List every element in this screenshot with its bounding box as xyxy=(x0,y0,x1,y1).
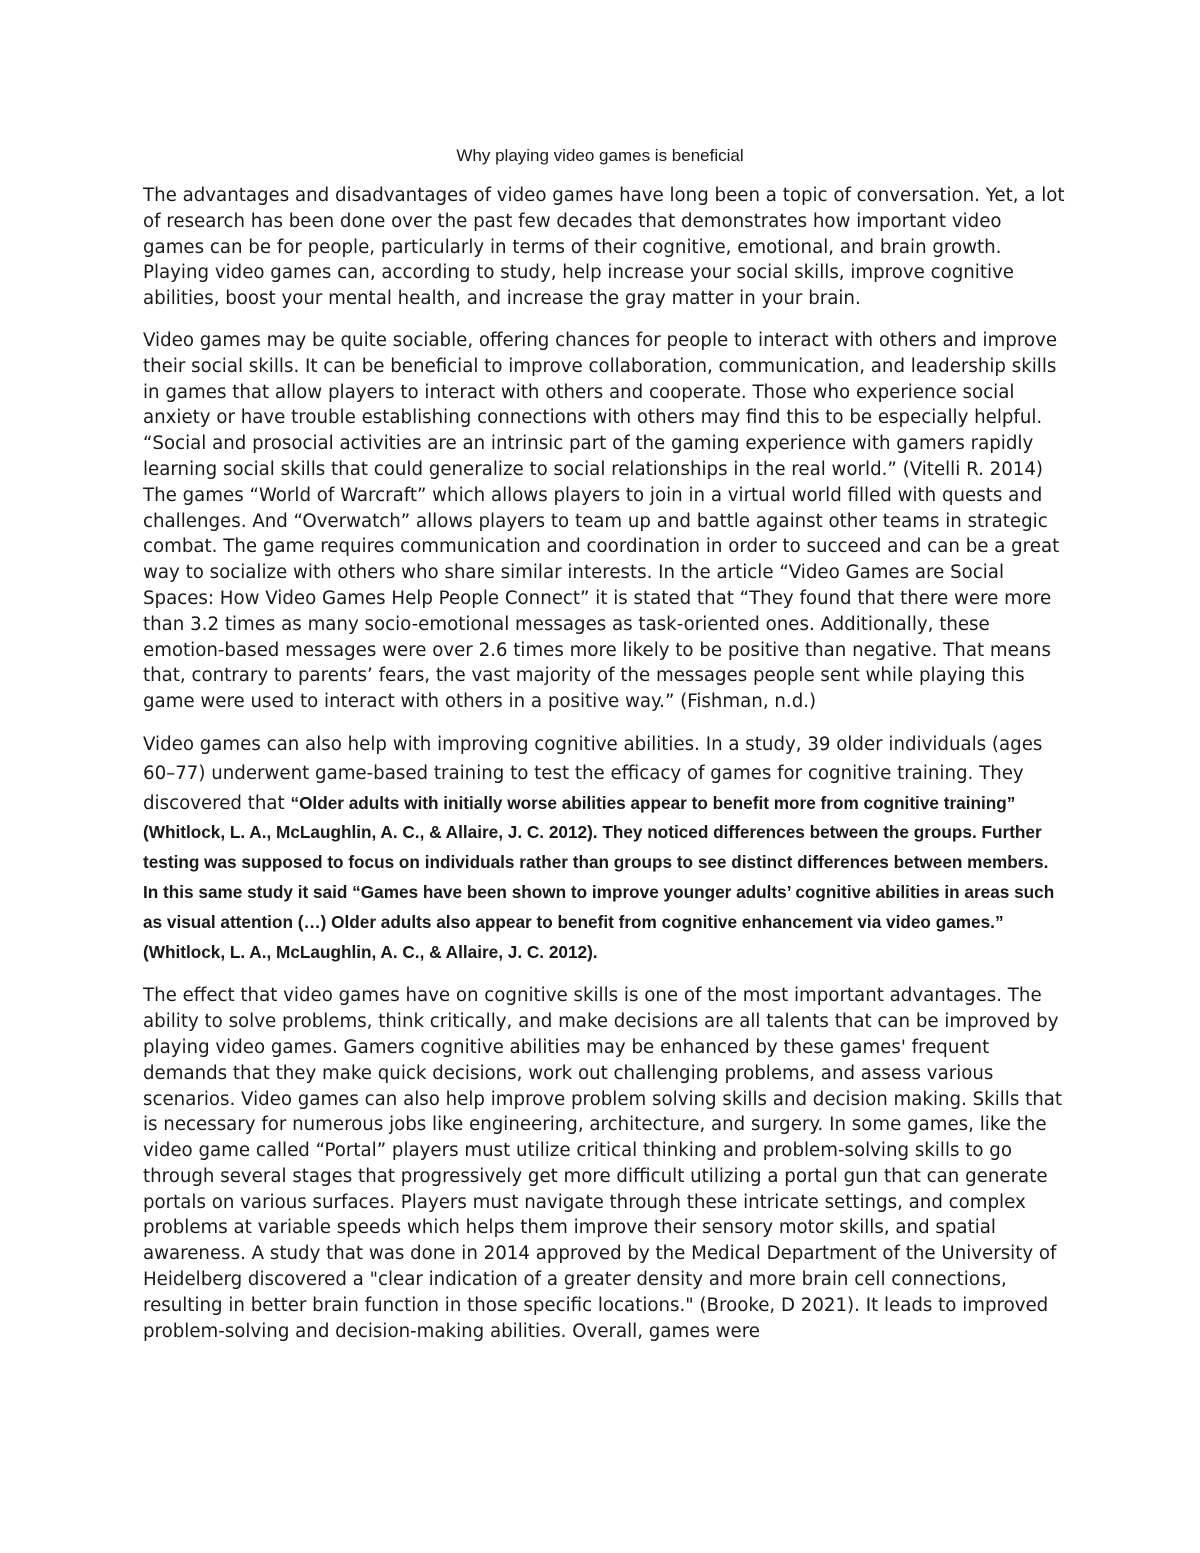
document-title: Why playing video games is beneficial xyxy=(456,146,744,165)
paragraph-cognitive-skills: The effect that video games have on cognitive skills is one of the most important advantages. The ability to solve problems, think critically, and make decisions are all talents that can be improved by playing video games. Gamers cognitive abilities may be enhanced by these games' frequent demands that they make quick decisions, work out challenging problems, and assess various scenarios. Video games can also help improve problem solving skills and decision making. Skills that is necessary for numerous jobs like engineering, architecture, and surgery. In some games, like the video game called “Portal” players must utilize critical thinking and problem-solving skills to go through several stages that progressively get more difficult utilizing a portal gun that can generate portals on various surfaces. Players must navigate through these intricate settings, and complex problems at variable speeds which helps them improve their sensory motor skills, and spatial awareness. A study that was done in 2014 approved by the Medical Department of the University of Heidelberg discovered a "clear indication of a greater density and more brain cell connections, resulting in better brain function in those specific locations." (Brooke, D 2021). It leads to improved problem-solving and decision-making abilities. Overall, games were xyxy=(143,985,1063,1342)
paragraph-cognitive-quote: “Older adults with initially worse abilities appear to benefit more from cognitive training” (Whitlock, L. A., McLaughlin, A. C., & Allaire, J. C. 2012). They noticed differences between the groups. Further testing was supposed to focus on individuals rather than groups to see distinct differences between members. In this same study it said “Games have been shown to improve younger adults’ cognitive abilities in areas such as visual attention (…) Older adults also appear to benefit from cognitive enhancement via video games.” (Whitlock, L. A., McLaughlin, A. C., & Allaire, J. C. 2012). xyxy=(143,792,1055,962)
paragraph-cognitive-lead: Video games can also help with improving cognitive abilities. In a study, 39 older individuals (ages 60–77) underwent game-based training to test the efficacy of games for cognitive training. They discovered that xyxy=(143,733,1043,814)
document-body xyxy=(143,183,1065,1360)
paragraph-intro: The advantages and disadvantages of video games have long been a topic of conversation. Yet, a lot of research has been done over the past few decades that demonstrates how important video games can be for people, particularly in terms of their cognitive, emotional, and brain growth. Playing video games can, according to study, help increase your social skills, improve cognitive abilities, boost your mental health, and increase the gray matter in your brain. xyxy=(143,185,1065,310)
paragraph-cognitive-abilities xyxy=(143,731,1065,967)
paragraph-social-skills: Video games may be quite sociable, offering chances for people to interact with others and improve their social skills. It can be beneficial to improve collaboration, communication, and leadership skills in games that allow players to interact with others and cooperate. Those who experience social anxiety or have trouble establishing connections with others may find this to be especially helpful. “Social and prosocial activities are an intrinsic part of the gaming experience with gamers rapidly learning social skills that could generalize to social relationships in the real world.” (Vitelli R. 2014) The games “World of Warcraft” which allows players to join in a virtual world filled with quests and challenges. And “Overwatch” allows players to team up and battle against other teams in strategic combat. The game requires communication and coordination in order to succeed and can be a great way to socialize with others who share similar interests. In the article “Video Games are Social Spaces: How Video Games Help People Connect” it is stated that “They found that there were more than 3.2 times as many socio-emotional messages as task-oriented ones. Additionally, these emotion-based messages were over 2.6 times more likely to be positive than negative. That means that, contrary to parents’ fears, the vast majority of the messages people sent while playing this game were used to interact with others in a positive way.” (Fishman, n.d.) xyxy=(143,329,1060,713)
